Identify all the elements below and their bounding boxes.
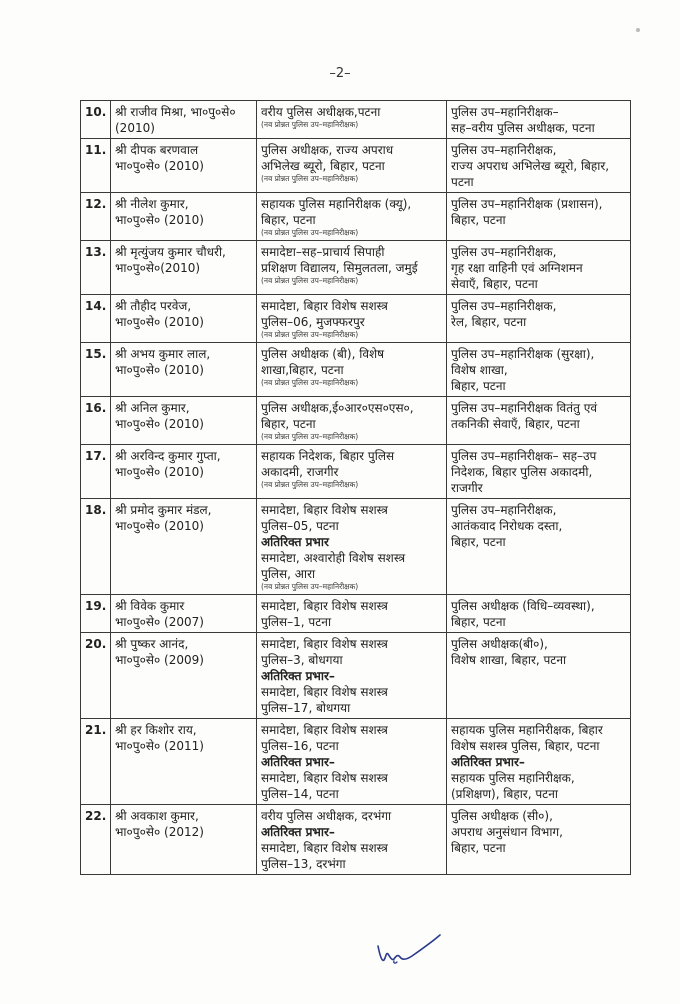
new-posting-line: सहायक पुलिस महानिरीक्षक, बिहार <box>451 723 603 737</box>
officer-name-cell <box>111 499 257 595</box>
serial-number: 20. <box>81 633 111 719</box>
new-posting-line: बिहार, पटना <box>451 379 506 393</box>
serial-number: 22. <box>81 805 111 875</box>
officer-name-cell <box>111 805 257 875</box>
new-posting-cell <box>447 499 631 595</box>
current-posting-line: सहायक निदेशक, बिहार पुलिस <box>261 449 395 463</box>
additional-charge-line: समादेष्टा, बिहार विशेष सशस्त्र <box>261 841 388 855</box>
officer-name-line: श्री अनिल कुमार, <box>115 401 190 415</box>
new-posting-cell <box>447 343 631 397</box>
officer-name-cell <box>111 719 257 805</box>
officer-name-line: श्री तौहीद परवेज, <box>115 299 192 313</box>
current-posting-line: वरीय पुलिस अधीक्षक, दरभंगा <box>261 809 392 823</box>
serial-number: 21. <box>81 719 111 805</box>
new-posting-cell <box>447 805 631 875</box>
current-posting-line: बिहार, पटना <box>261 213 316 227</box>
new-posting-line: पुलिस उप–महानिरीक्षक वितंतु एवं <box>451 401 598 415</box>
new-posting-line: तकनिकी सेवाएँ, बिहार, पटना <box>451 417 580 431</box>
current-posting-line: पुलिस अधीक्षक,ई०आर०एस०एस०, <box>261 401 414 415</box>
officer-name-line: भा०पु०से० (2010) <box>115 363 204 377</box>
current-posting-cell <box>257 633 447 719</box>
new-posting-line: बिहार, पटना <box>451 841 506 855</box>
additional-charge-label: अतिरिक्त प्रभार <box>261 535 329 549</box>
promotion-note: (नव प्रोन्नत पुलिस उप–महानिरीक्षक) <box>261 330 359 339</box>
new-posting-line: सेवाएँ, बिहार, पटना <box>451 277 538 291</box>
officer-name-line: श्री मृत्युंजय कुमार चौधरी, <box>115 245 226 259</box>
serial-number: 10. <box>81 101 111 139</box>
page-number: –2– <box>329 66 351 81</box>
new-posting-cell <box>447 595 631 633</box>
current-posting-cell <box>257 139 447 193</box>
current-posting-line: समादेष्टा, बिहार विशेष सशस्त्र <box>261 723 388 737</box>
table-row <box>81 139 631 193</box>
officer-name-line: श्री पुष्कर आनंद, <box>115 637 189 651</box>
new-posting-line: निदेशक, बिहार पुलिस अकादमी, <box>451 465 593 479</box>
officer-name-cell <box>111 193 257 241</box>
new-posting-line: अपराध अनुसंधान विभाग, <box>451 825 563 839</box>
officer-name-line: श्री हर किशोर राय, <box>115 723 197 737</box>
current-posting-line: समादेष्टा, बिहार विशेष सशस्त्र <box>261 299 388 313</box>
officer-name-line: श्री राजीव मिश्रा, भा०पु०से० <box>115 105 236 119</box>
promotion-note: (नव प्रोन्नत पुलिस उप–महानिरीक्षक) <box>261 480 359 489</box>
current-posting-cell <box>257 499 447 595</box>
current-posting-line: सहायक पुलिस महानिरीक्षक (क्यू), <box>261 197 412 211</box>
current-posting-line: पुलिस अधीक्षक (बी), विशेष <box>261 347 385 361</box>
table-row <box>81 499 631 595</box>
promotion-note: (नव प्रोन्नत पुलिस उप–महानिरीक्षक) <box>261 120 359 129</box>
current-posting-line: पुलिस–06, मुजफ्फरपुर <box>261 315 365 329</box>
promotion-note: (नव प्रोन्नत पुलिस उप–महानिरीक्षक) <box>261 432 359 441</box>
additional-charge-label: अतिरिक्त प्रभार– <box>261 669 335 683</box>
new-posting-cell <box>447 101 631 139</box>
new-posting-line: रेल, बिहार, पटना <box>451 315 527 329</box>
table-row <box>81 445 631 499</box>
current-posting-line: समादेष्टा, बिहार विशेष सशस्त्र <box>261 599 388 613</box>
current-posting-line: अभिलेख ब्यूरो, बिहार, पटना <box>261 159 385 173</box>
serial-number: 13. <box>81 241 111 295</box>
current-posting-line: पुलिस–3, बोधगया <box>261 653 343 667</box>
new-posting-cell <box>447 445 631 499</box>
new-posting-line: पुलिस उप–महानिरीक्षक, <box>451 503 557 517</box>
new-posting-cell <box>447 139 631 193</box>
current-posting-cell <box>257 101 447 139</box>
current-posting-line: वरीय पुलिस अधीक्षक,पटना <box>261 105 381 119</box>
officer-name-line: श्री विवेक कुमार <box>115 599 185 613</box>
officer-name-cell <box>111 343 257 397</box>
current-posting-line: शाखा,बिहार, पटना <box>261 363 344 377</box>
new-posting-line: पुलिस उप–महानिरीक्षक, <box>451 299 557 313</box>
new-posting-cell <box>447 397 631 445</box>
officer-name-cell <box>111 101 257 139</box>
new-posting-line: विशेष शाखा, बिहार, पटना <box>451 653 567 667</box>
new-posting-line: पुलिस अधीक्षक (सी०), <box>451 809 553 823</box>
current-posting-cell <box>257 595 447 633</box>
new-posting-line: विशेष सशस्त्र पुलिस, बिहार, पटना <box>451 739 600 753</box>
officer-name-line: भा०पु०से० (2009) <box>115 653 204 667</box>
table-row <box>81 633 631 719</box>
new-posting-line: पटना <box>451 175 474 189</box>
additional-charge-label: अतिरिक्त प्रभार– <box>261 825 335 839</box>
officer-name-line: भा०पु०से० (2010) <box>115 159 204 173</box>
new-posting-line: बिहार, पटना <box>451 615 506 629</box>
officer-name-line: श्री प्रमोद कुमार मंडल, <box>115 503 212 517</box>
new-additional-charge-label: अतिरिक्त प्रभार– <box>451 755 525 769</box>
current-posting-line: अकादमी, राजगीर <box>261 465 339 479</box>
table-row <box>81 343 631 397</box>
officer-name-cell <box>111 295 257 343</box>
new-posting-line: विशेष शाखा, <box>451 363 508 377</box>
table-row <box>81 719 631 805</box>
current-posting-line: पुलिस–05, पटना <box>261 519 339 533</box>
officer-name-line: श्री अभय कुमार लाल, <box>115 347 211 361</box>
additional-charge-line: पुलिस–14, पटना <box>261 787 339 801</box>
new-additional-charge-line: सहायक पुलिस महानिरीक्षक, <box>451 771 575 785</box>
current-posting-cell <box>257 241 447 295</box>
officer-name-cell <box>111 241 257 295</box>
officer-name-cell <box>111 595 257 633</box>
current-posting-cell <box>257 805 447 875</box>
new-posting-line: राज्य अपराध अभिलेख ब्यूरो, बिहार, <box>451 159 610 173</box>
serial-number: 12. <box>81 193 111 241</box>
officer-name-line: भा०पु०से० (2012) <box>115 825 204 839</box>
new-posting-cell <box>447 295 631 343</box>
new-posting-line: पुलिस उप–महानिरीक्षक, <box>451 143 557 157</box>
additional-charge-label: अतिरिक्त प्रभार– <box>261 755 335 769</box>
table-row <box>81 193 631 241</box>
current-posting-cell <box>257 445 447 499</box>
new-posting-line: पुलिस अधीक्षक (विधि–व्यवस्था), <box>451 599 595 613</box>
promotion-note: (नव प्रोन्नत पुलिस उप–महानिरीक्षक) <box>261 276 359 285</box>
scan-speck <box>636 28 640 32</box>
officer-name-cell <box>111 445 257 499</box>
new-posting-cell <box>447 241 631 295</box>
serial-number: 19. <box>81 595 111 633</box>
current-posting-line: बिहार, पटना <box>261 417 316 431</box>
new-posting-cell <box>447 719 631 805</box>
new-additional-charge-line: (प्रशिक्षण), बिहार, पटना <box>451 787 558 801</box>
table-row <box>81 595 631 633</box>
officer-name-line: श्री अवकाश कुमार, <box>115 809 199 823</box>
new-posting-line: आतंकवाद निरोधक दस्ता, <box>451 519 563 533</box>
current-posting-line: पुलिस–16, पटना <box>261 739 339 753</box>
additional-charge-line: समादेष्टा, बिहार विशेष सशस्त्र <box>261 771 388 785</box>
new-posting-line: पुलिस उप–महानिरीक्षक– <box>451 105 559 119</box>
new-posting-line: पुलिस उप–महानिरीक्षक (प्रशासन), <box>451 197 603 211</box>
serial-number: 15. <box>81 343 111 397</box>
officer-name-line: भा०पु०से० (2010) <box>115 213 204 227</box>
new-posting-line: बिहार, पटना <box>451 535 506 549</box>
current-posting-line: पुलिस अधीक्षक, राज्य अपराध <box>261 143 394 157</box>
promotion-note: (नव प्रोन्नत पुलिस उप–महानिरीक्षक) <box>261 174 359 183</box>
current-posting-cell <box>257 343 447 397</box>
officer-name-line: भा०पु०से० (2010) <box>115 465 204 479</box>
new-posting-line: पुलिस उप–महानिरीक्षक– सह–उप <box>451 449 597 463</box>
promotion-note: (नव प्रोन्नत पुलिस उप–महानिरीक्षक) <box>261 228 359 237</box>
table-row <box>81 241 631 295</box>
current-posting-cell <box>257 397 447 445</box>
officer-name-cell <box>111 633 257 719</box>
transfer-posting-table <box>80 100 631 875</box>
officer-name-line: (2010) <box>115 121 155 135</box>
promotion-note: (नव प्रोन्नत पुलिस उप–महानिरीक्षक) <box>261 582 359 591</box>
new-posting-cell <box>447 633 631 719</box>
serial-number: 18. <box>81 499 111 595</box>
additional-charge-line: पुलिस–17, बोधगया <box>261 701 351 715</box>
table-row <box>81 397 631 445</box>
officer-name-line: भा०पु०से० (2010) <box>115 315 204 329</box>
officer-name-line: श्री अरविन्द कुमार गुप्ता, <box>115 449 221 463</box>
officer-name-line: श्री दीपक बरणवाल <box>115 143 199 157</box>
promotion-note: (नव प्रोन्नत पुलिस उप–महानिरीक्षक) <box>261 378 359 387</box>
serial-number: 14. <box>81 295 111 343</box>
officer-name-cell <box>111 397 257 445</box>
table-body <box>81 101 631 875</box>
current-posting-line: पुलिस–1, पटना <box>261 615 332 629</box>
current-posting-line: प्रशिक्षण विद्यालय, सिमुलतला, जमुई <box>261 261 418 275</box>
new-posting-line: गृह रक्षा वाहिनी एवं अग्निशमन <box>451 261 583 275</box>
additional-charge-line: पुलिस–13, दरभंगा <box>261 857 346 871</box>
current-posting-line: समादेष्टा, बिहार विशेष सशस्त्र <box>261 503 388 517</box>
new-posting-line: राजगीर <box>451 481 483 495</box>
officer-name-line: भा०पु०से० (2011) <box>115 739 204 753</box>
new-posting-line: पुलिस उप–महानिरीक्षक, <box>451 245 557 259</box>
new-posting-line: बिहार, पटना <box>451 213 506 227</box>
additional-charge-line: पुलिस, आरा <box>261 567 316 581</box>
current-posting-line: समादेष्टा, बिहार विशेष सशस्त्र <box>261 637 388 651</box>
table-row <box>81 295 631 343</box>
officer-signature <box>372 930 452 970</box>
serial-number: 11. <box>81 139 111 193</box>
table-row <box>81 101 631 139</box>
officer-name-line: भा०पु०से० (2010) <box>115 417 204 431</box>
new-posting-cell <box>447 193 631 241</box>
new-posting-line: सह–वरीय पुलिस अधीक्षक, पटना <box>451 121 595 135</box>
additional-charge-line: समादेष्टा, अश्वारोही विशेष सशस्त्र <box>261 551 406 565</box>
officer-name-line: श्री नीलेश कुमार, <box>115 197 189 211</box>
current-posting-cell <box>257 295 447 343</box>
officer-name-line: भा०पु०से० (2010) <box>115 519 204 533</box>
new-posting-line: पुलिस अधीक्षक(बी०), <box>451 637 548 651</box>
current-posting-cell <box>257 193 447 241</box>
table-row <box>81 805 631 875</box>
serial-number: 17. <box>81 445 111 499</box>
officer-name-line: भा०पु०से० (2007) <box>115 615 204 629</box>
current-posting-cell <box>257 719 447 805</box>
officer-name-cell <box>111 139 257 193</box>
serial-number: 16. <box>81 397 111 445</box>
additional-charge-line: समादेष्टा, बिहार विशेष सशस्त्र <box>261 685 388 699</box>
new-posting-line: पुलिस उप–महानिरीक्षक (सुरक्षा), <box>451 347 595 361</box>
current-posting-line: समादेष्टा–सह–प्राचार्य सिपाही <box>261 245 385 259</box>
officer-name-line: भा०पु०से०(2010) <box>115 261 201 275</box>
